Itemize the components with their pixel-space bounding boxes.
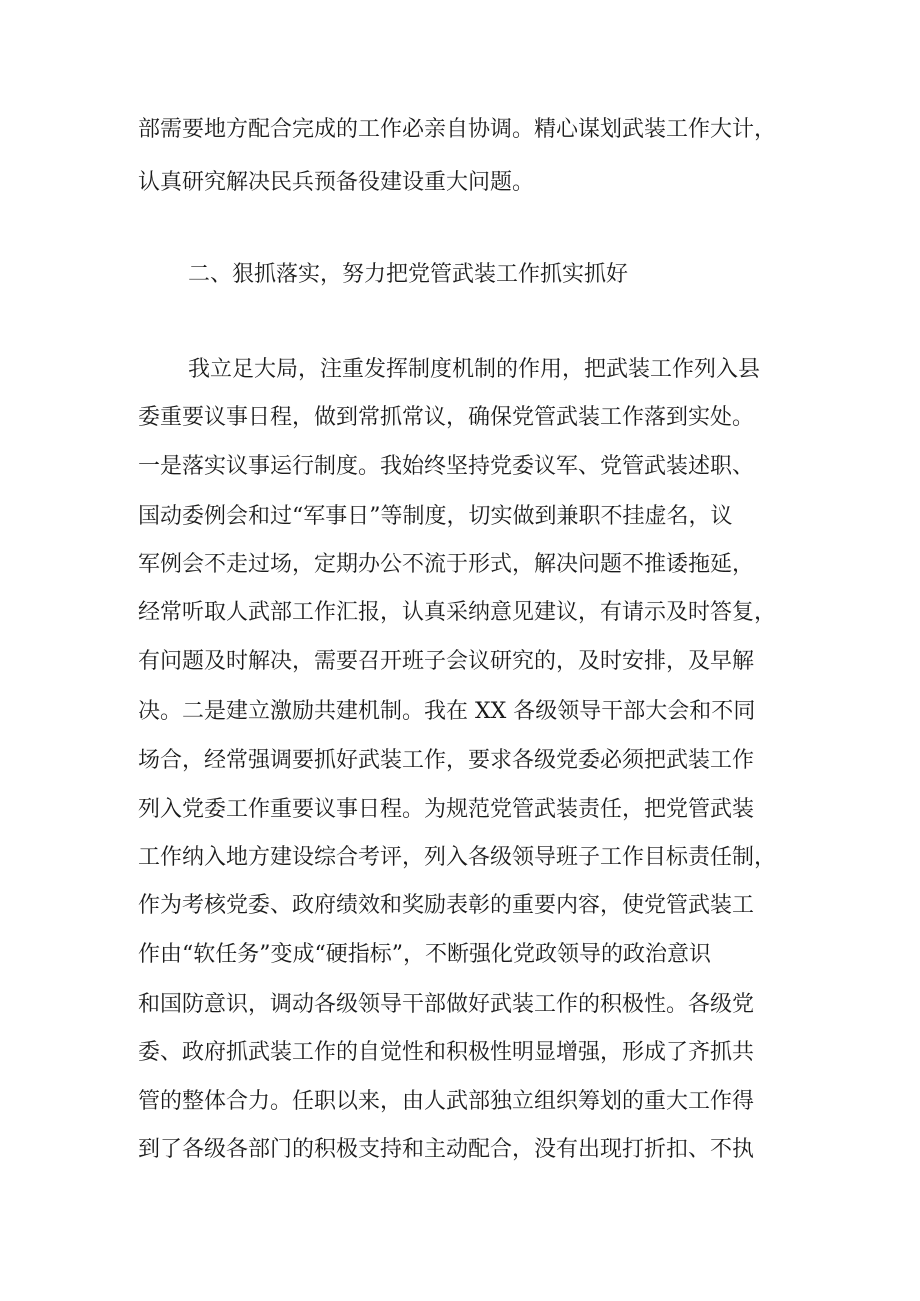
body-line-6: 经常听取人武部工作汇报，认真采纳意见建议，有请示及时答复， xyxy=(138,600,777,625)
body-line-8: 决。二是建立激励共建机制。我在 XX 各级领导干部大会和不同 xyxy=(138,699,756,724)
body-line-11: 工作纳入地方建设综合考评，列入各级领导班子工作目标责任制， xyxy=(138,845,777,870)
body-line-7: 有问题及时解决，需要召开班子会议研究的，及时安排，及早解 xyxy=(138,649,755,674)
body-line-9: 场合，经常强调要抓好武装工作，要求各级党委必须把武装工作 xyxy=(138,748,755,773)
body-line-4: 国动委例会和过“军事日”等制度，切实做到兼职不挂虚名，议 xyxy=(138,504,733,529)
body-line-13: 作由“软任务”变成“硬指标”，不断强化党政领导的政治意识 xyxy=(138,942,711,967)
body-line-10: 列入党委工作重要议事日程。为规范党管武装责任，把党管武装 xyxy=(138,797,755,822)
body-line-2: 委重要议事日程，做到常抓常议，确保党管武装工作落到实处。 xyxy=(138,405,755,430)
body-line-15: 委、政府抓武装工作的自觉性和积极性明显增强，形成了齐抓共 xyxy=(138,1040,755,1065)
body-line-3: 一是落实议事运行制度。我始终坚持党委议军、党管武装述职、 xyxy=(138,454,755,479)
body-line-5: 军例会不走过场，定期办公不流于形式，解决问题不推诿拖延， xyxy=(138,552,755,577)
body-line-17: 到了各级各部门的积极支持和主动配合，没有出现打折扣、不执 xyxy=(138,1137,755,1162)
intro-line-1: 部需要地方配合完成的工作必亲自协调。精心谋划武装工作大计， xyxy=(138,117,777,142)
body-line-12: 作为考核党委、政府绩效和奖励表彰的重要内容，使党管武装工 xyxy=(138,893,755,918)
body-line-16: 管的整体合力。任职以来，由人武部独立组织筹划的重大工作得 xyxy=(138,1089,755,1114)
intro-line-2: 认真研究解决民兵预备役建设重大问题。 xyxy=(138,170,535,195)
body-line-14: 和国防意识，调动各级领导干部做好武装工作的积极性。各级党 xyxy=(138,992,755,1017)
body-line-1: 我立足大局，注重发挥制度机制的作用，把武装工作列入县 xyxy=(188,357,761,382)
section-heading: 二、狠抓落实，努力把党管武装工作抓实抓好 xyxy=(188,262,629,287)
